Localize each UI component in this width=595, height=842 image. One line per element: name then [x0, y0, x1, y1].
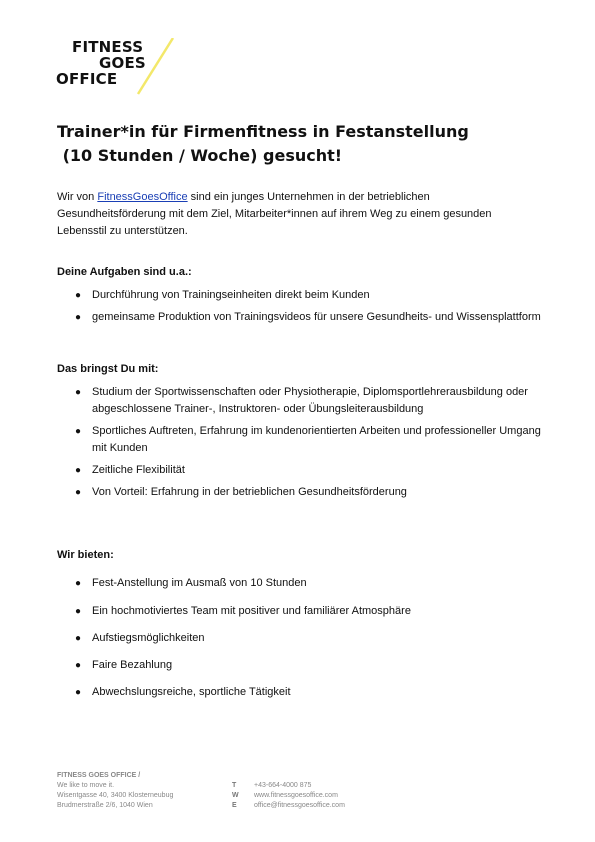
- list-item-text: Zeitliche Flexibilität: [92, 464, 185, 476]
- list-item: [73, 603, 543, 620]
- bullet-icon: ●: [75, 290, 82, 301]
- footer-phone: +43-664-4000 875: [254, 782, 312, 789]
- list-item-text: Ein hochmotiviertes Team mit positiver und familiärer Atmosphäre: [92, 605, 411, 617]
- list-item: [73, 384, 543, 418]
- intro-text-end: sind ein junges Unternehmen in der betrieblichen Gesundheitsförderung mit dem Ziel, Mitarbeiter*innen auf ihrem Weg zu einem gesunden Lebensstil zu unterstützen.: [57, 191, 492, 237]
- list-item-text: Abwechslungsreiche, sportliche Tätigkeit: [92, 686, 291, 698]
- list-item: [73, 423, 543, 457]
- bullet-icon: ●: [75, 660, 82, 671]
- offer-heading: Wir bieten:: [57, 549, 114, 561]
- logo-line-3: OFFICE: [56, 70, 118, 88]
- web-label: W: [232, 792, 239, 799]
- list-item-text: Sportliches Auftreten, Erfahrung im kundenorientierten Arbeiten und professioneller Umgang mit Kunden: [92, 425, 541, 454]
- title-line-2: (10 Stunden / Woche) gesucht!: [57, 146, 343, 165]
- offer-list: [73, 575, 543, 701]
- list-item: [73, 657, 543, 674]
- page-title: [57, 120, 537, 168]
- list-item-text: Von Vorteil: Erfahrung in der betrieblichen Gesundheitsförderung: [92, 486, 407, 498]
- requirements-heading: Das bringst Du mit:: [57, 363, 159, 375]
- bullet-icon: ●: [75, 487, 82, 498]
- list-item-text: Fest-Anstellung im Ausmaß von 10 Stunden: [92, 577, 307, 589]
- list-item: [73, 309, 543, 326]
- logo-line-2: GOES: [99, 54, 146, 72]
- requirements-list: [73, 384, 543, 501]
- list-item: [73, 575, 543, 592]
- list-item-text: gemeinsame Produktion von Trainingsvideos für unsere Gesundheits- und Wissensplattform: [92, 311, 541, 323]
- company-link[interactable]: FitnessGoesOffice: [97, 191, 188, 203]
- footer-slogan: We like to move it.: [57, 782, 115, 789]
- footer-company: FITNESS GOES OFFICE /: [57, 772, 141, 779]
- email-label: E: [232, 802, 237, 809]
- list-item-text: Studium der Sportwissenschaften oder Physiotherapie, Diplomsportlehrerausbildung oder abgeschlossene Trainer-, Instruktoren- oder Übungsleiterausbildung: [92, 386, 528, 415]
- footer-email[interactable]: office@fitnessgoesoffice.com: [254, 802, 345, 809]
- list-item: [73, 630, 543, 647]
- list-item-text: Durchführung von Trainingseinheiten direkt beim Kunden: [92, 289, 370, 301]
- list-item: [73, 287, 543, 304]
- footer-contact: [232, 781, 345, 811]
- footer-web[interactable]: www.fitnessgoesoffice.com: [254, 792, 338, 799]
- footer-address: [57, 771, 173, 811]
- bullet-icon: ●: [75, 633, 82, 644]
- list-item-text: Aufstiegsmöglichkeiten: [92, 632, 205, 644]
- company-logo: [56, 38, 176, 96]
- list-item: [73, 684, 543, 701]
- intro-text-start: Wir von: [57, 191, 98, 203]
- bullet-icon: ●: [75, 465, 82, 476]
- intro-paragraph: [57, 189, 527, 240]
- tasks-list: [73, 287, 543, 326]
- list-item: [73, 462, 543, 479]
- tasks-heading: Deine Aufgaben sind u.a.:: [57, 266, 192, 278]
- footer-address-2: Brudmerstraße 2/6, 1040 Wien: [57, 802, 153, 809]
- bullet-icon: ●: [75, 387, 82, 398]
- bullet-icon: ●: [75, 687, 82, 698]
- list-item-text: Faire Bezahlung: [92, 659, 173, 671]
- bullet-icon: ●: [75, 606, 82, 617]
- bullet-icon: ●: [75, 578, 82, 589]
- bullet-icon: ●: [75, 312, 82, 323]
- phone-label: T: [232, 782, 237, 789]
- title-line-1: Trainer*in für Firmenfitness in Festanstellung: [57, 122, 469, 141]
- logo-line-1: FITNESS: [72, 38, 144, 56]
- footer-address-1: Wisentgasse 40, 3400 Klosterneubug: [57, 792, 174, 799]
- bullet-icon: ●: [75, 426, 82, 437]
- list-item: [73, 484, 543, 501]
